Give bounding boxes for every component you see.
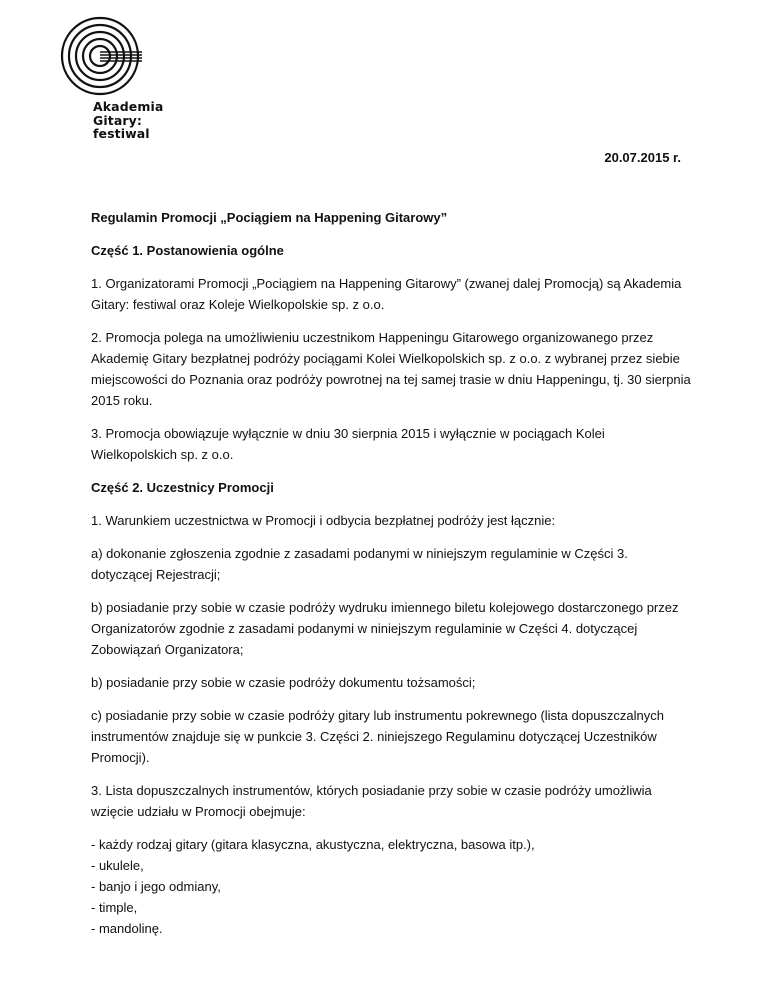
- concentric-circles-icon: [54, 16, 144, 96]
- list-item: - ukulele,: [91, 858, 144, 873]
- document-body: [91, 207, 691, 939]
- paragraph: b) posiadanie przy sobie w czasie podróży dokumentu tożsamości;: [91, 675, 476, 690]
- paragraph: b) posiadanie przy sobie w czasie podróży wydruku imiennego biletu kolejowego dostarczonego przez Organizatorów zgodnie z zasadami podanymi w niniejszym regulaminie w Części 4. dotyczącej Zobowiązań Organizatora;: [91, 600, 679, 657]
- paragraph: 3. Lista dopuszczalnych instrumentów, których posiadanie przy sobie w czasie podróży umożliwia wzięcie udziału w Promocji obejmuje:: [91, 783, 652, 819]
- list-item: - timple,: [91, 900, 138, 915]
- list-item: - mandolinę.: [91, 921, 163, 936]
- instrument-list: [91, 834, 691, 939]
- list-item: - każdy rodzaj gitary (gitara klasyczna, akustyczna, elektryczna, basowa itp.),: [91, 837, 535, 852]
- paragraph: 1. Organizatorami Promocji „Pociągiem na Happening Gitarowy” (zwanej dalej Promocją) są Akademia Gitary: festiwal oraz Koleje Wielkopolskie sp. z o.o.: [91, 276, 682, 312]
- list-item: - banjo i jego odmiany,: [91, 879, 221, 894]
- document-date: 20.07.2015 r.: [604, 150, 681, 165]
- paragraph: c) posiadanie przy sobie w czasie podróży gitary lub instrumentu pokrewnego (lista dopuszczalnych instrumentów znajduje się w punkcie 3. Części 2. niniejszego Regulaminu dotyczącej Uczestników Promocji).: [91, 708, 665, 765]
- paragraph: 2. Promocja polega na umożliwieniu uczestnikom Happeningu Gitarowego organizowanego przez Akademię Gitary bezpłatnej podróży pociągami Kolei Wielkopolskich sp. z o.o. z wybranej przez siebie miejscowości do Poznania oraz podróży powrotnej na tej samej trasie w dniu Happeningu, tj. 30 sierpnia 2015 roku.: [91, 330, 691, 408]
- logo-line: Akademia: [93, 99, 164, 114]
- logo-wordmark: [93, 100, 163, 141]
- logo-line: festiwal: [93, 126, 150, 141]
- paragraph: 3. Promocja obowiązuje wyłącznie w dniu 30 sierpnia 2015 i wyłącznie w pociągach Kolei Wielkopolskich sp. z o.o.: [91, 426, 605, 462]
- section-heading: Część 1. Postanowienia ogólne: [91, 243, 284, 258]
- paragraph: a) dokonanie zgłoszenia zgodnie z zasadami podanymi w niniejszym regulaminie w Części 3. dotyczącej Rejestracji;: [91, 546, 628, 582]
- logo-line: Gitary:: [93, 112, 142, 128]
- paragraph: 1. Warunkiem uczestnictwa w Promocji i odbycia bezpłatnej podróży jest łącznie:: [91, 513, 556, 528]
- document-title: Regulamin Promocji „Pociągiem na Happening Gitarowy”: [91, 210, 448, 225]
- section-heading: Część 2. Uczestnicy Promocji: [91, 480, 274, 495]
